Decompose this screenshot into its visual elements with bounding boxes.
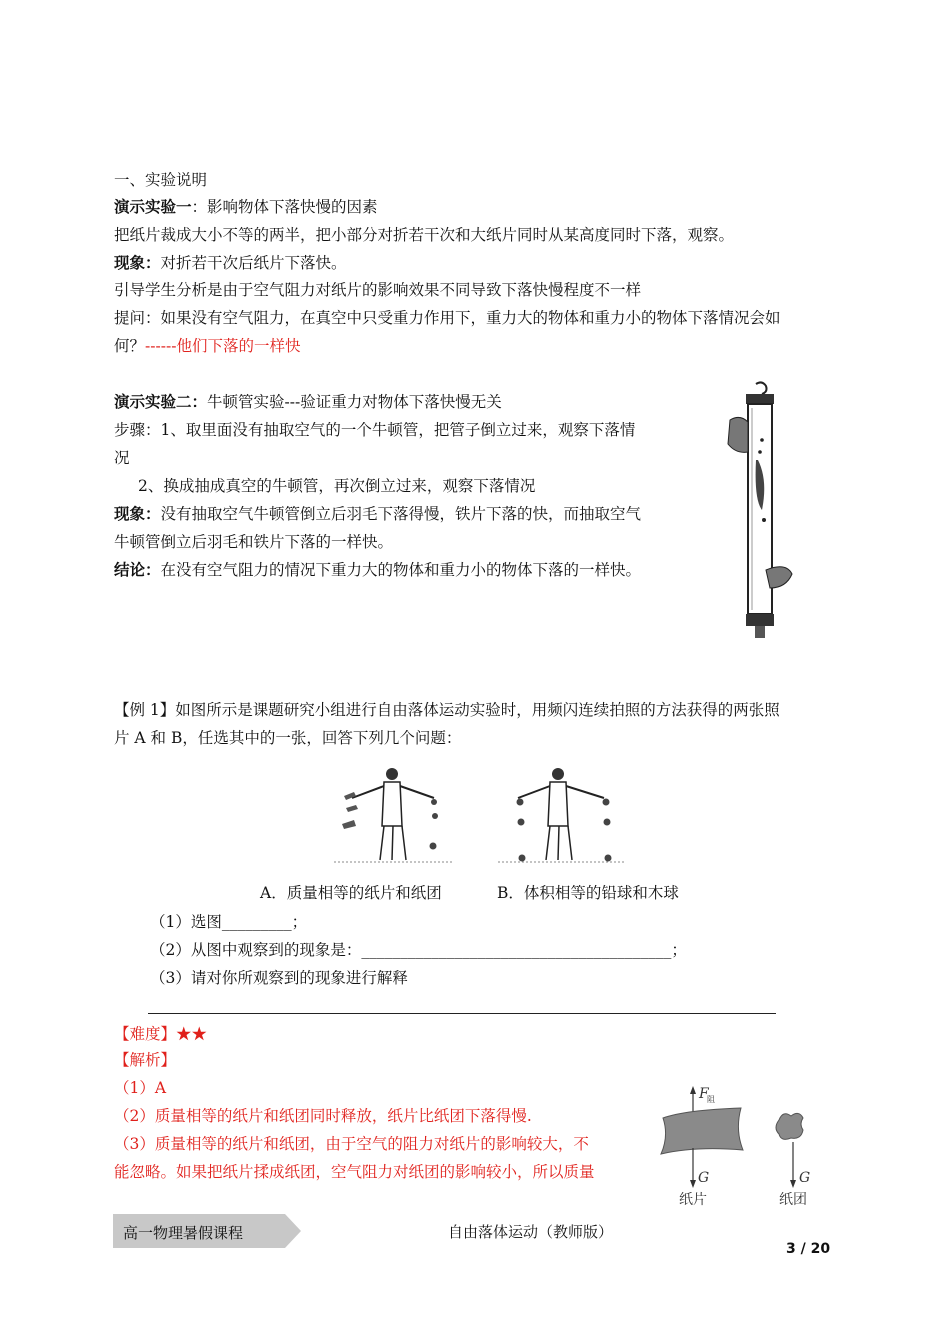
- demo1-phen-text: 对折若干次后纸片下落快。: [160, 254, 347, 272]
- tube-valve: [755, 626, 765, 638]
- demo1-q-answer: ------他们下落的一样快: [145, 337, 301, 355]
- force-f-label: F: [699, 1086, 709, 1102]
- demo1-question-line2: [114, 336, 300, 356]
- force-diagram: [655, 1082, 825, 1210]
- tube-bottom-cap: [746, 614, 774, 626]
- demo2-phen-label: 现象：: [114, 504, 161, 523]
- demo2-step1a: 步骤：1、取里面没有抽取空气的一个牛顿管，把管子倒立过来，观察下落情: [114, 421, 636, 439]
- footer-course-tab: [113, 1214, 303, 1248]
- example-line2: 片 A 和 B，任选其中的一张，回答下列几个问题：: [114, 729, 462, 747]
- analysis-label: 【解析】: [114, 1051, 177, 1069]
- example-line1: 【例 1】如图所示是课题研究小组进行自由落体运动实验时，用频闪连续拍照的方法获得的两张照: [114, 701, 780, 719]
- answer-3a: （3）质量相等的纸片和纸团，由于空气的阻力对纸片的影响较大，不: [114, 1135, 589, 1153]
- demo2-heading: [114, 392, 502, 412]
- demo1-phenomenon: [114, 253, 347, 273]
- paper-g-label: G: [698, 1170, 710, 1186]
- demo2-step1b: 况: [114, 449, 130, 467]
- answer-1: （1）A: [114, 1079, 167, 1097]
- demo1-question-line1: 提问：如果没有空气阻力，在真空中只受重力作用下，重力大的物体和重力小的物体下落情况会如: [114, 309, 781, 327]
- paper-label: 纸片: [679, 1192, 707, 1208]
- demo2-phenomenon-b: 牛顿管倒立后羽毛和铁片下落的一样快。: [114, 533, 394, 551]
- demo1-phen-label: 现象：: [114, 253, 161, 272]
- demo1-line3: 引导学生分析是由于空气阻力对纸片的影响效果不同导致下落快慢程度不一样: [114, 281, 642, 299]
- answer-underline: [148, 1013, 776, 1014]
- demo2-title: 牛顿管实验---验证重力对物体下落快慢无关: [207, 393, 502, 411]
- demo1-heading: [114, 197, 378, 217]
- ball-g-label: G: [799, 1170, 811, 1186]
- question-2: （2）从图中观察到的现象是：________________________________________；: [150, 941, 687, 959]
- demo2-phenomenon-a: [114, 504, 641, 524]
- photo-b-figure: [496, 762, 626, 866]
- footer-title: 自由落体运动（教师版）: [448, 1223, 614, 1241]
- demo1-title: ：影响物体下落快慢的因素: [191, 198, 378, 216]
- demo1-q-start: 何？: [114, 337, 146, 355]
- page-number: 3 / 20: [786, 1241, 831, 1257]
- demo2-concl-label: 结论：: [114, 560, 161, 579]
- demo2-conclusion: [114, 560, 641, 580]
- paper-ball-shape: [776, 1113, 803, 1139]
- person-arms: [352, 786, 434, 798]
- answer-2: （2）质量相等的纸片和纸团同时释放，纸片比纸团下落得慢.: [114, 1107, 532, 1125]
- force-f-subscript: 阻: [707, 1095, 715, 1104]
- ball-label: 纸团: [779, 1192, 807, 1208]
- tube-top-cap: [746, 394, 774, 404]
- question-3: （3）请对你所观察到的现象进行解释: [150, 969, 408, 987]
- difficulty-stars: ★★: [176, 1025, 208, 1043]
- caption-a: A．质量相等的纸片和纸团: [260, 884, 442, 902]
- demo1-line1: 把纸片裁成大小不等的两半，把小部分对折若干次和大纸片同时从某高度同时下落，观察。: [114, 226, 735, 244]
- tube-hook: [756, 382, 767, 394]
- demo2-label: 演示实验二：: [114, 392, 208, 411]
- person-head: [386, 768, 398, 780]
- difficulty: [114, 1024, 207, 1044]
- hand-top: [728, 417, 748, 452]
- demo2-phen-text-a: 没有抽取空气牛顿管倒立后羽毛下落得慢，铁片下落的快，而抽取空气: [160, 505, 642, 523]
- photo-a-figure: [332, 762, 454, 866]
- paper-ball: [431, 799, 437, 805]
- difficulty-label: 【难度】: [114, 1025, 177, 1043]
- wood-ball: [603, 799, 610, 806]
- person-legs: [380, 826, 406, 860]
- footer-course: 高一物理暑假课程: [123, 1224, 244, 1242]
- answer-3b: 能忽略。如果把纸片揉成纸团，空气阻力对纸团的影响较小，所以质量: [114, 1163, 595, 1181]
- question-1: （1）选图_________；: [150, 913, 308, 931]
- lead-ball: [517, 799, 524, 806]
- demo2-step2: 2、换成抽成真空的牛顿管，再次倒立过来，观察下落情况: [138, 477, 536, 495]
- paper-shape: [661, 1108, 743, 1154]
- paper-sheet: [344, 792, 356, 800]
- demo1-label: 演示实验一: [114, 197, 192, 216]
- hand-bottom: [766, 567, 792, 588]
- caption-b: B．体积相等的铅球和木球: [497, 884, 679, 902]
- demo2-concl-text: 在没有空气阻力的情况下重力大的物体和重力小的物体下落的一样快。: [160, 561, 642, 579]
- feather: [756, 460, 765, 510]
- newton-tube-figure: [722, 380, 802, 648]
- section-heading: 一、实验说明: [114, 171, 208, 189]
